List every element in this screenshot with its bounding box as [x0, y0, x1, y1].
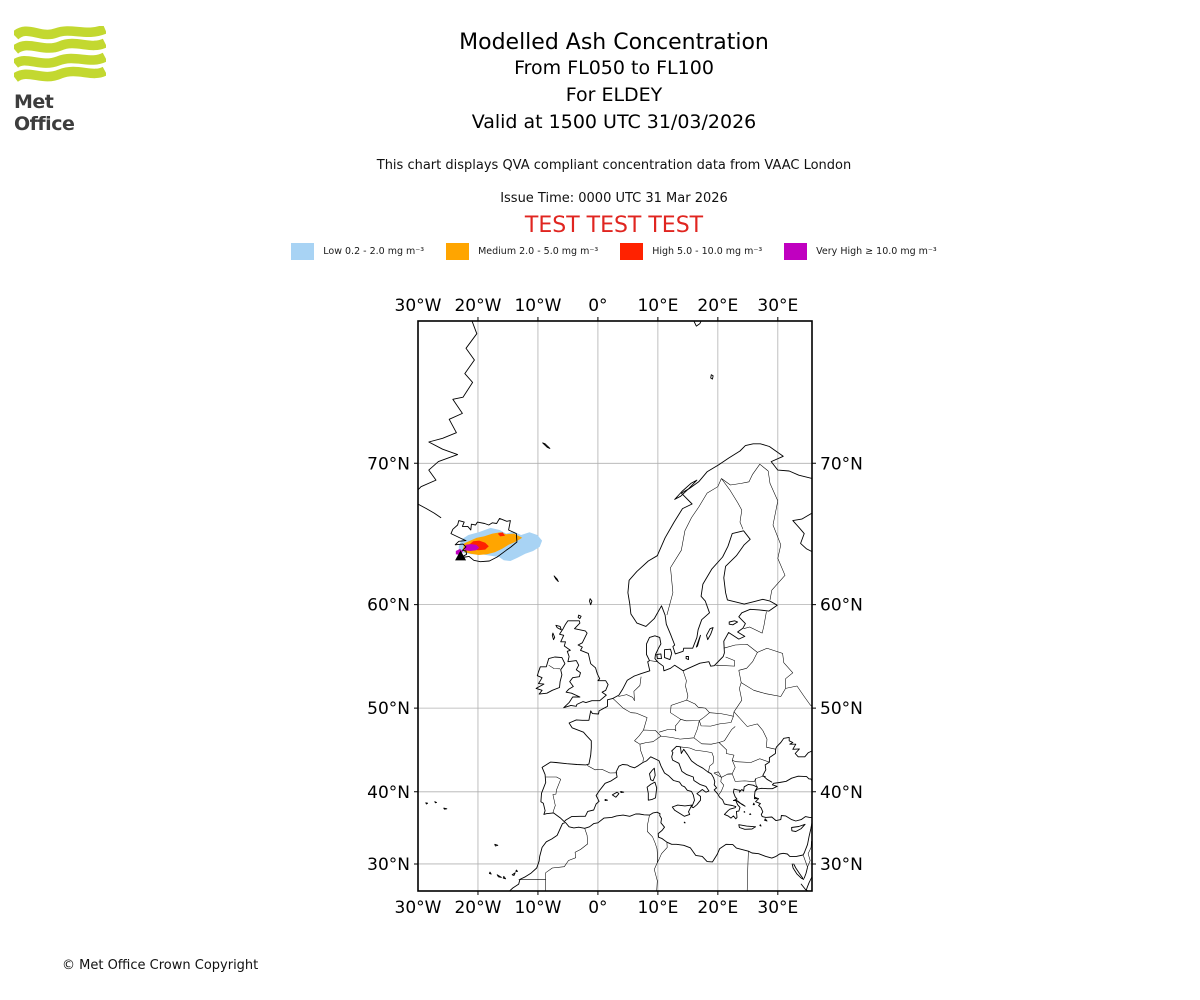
coastline-orkney — [578, 615, 581, 619]
coastline-rhodes — [765, 819, 767, 821]
lat-label-left: 40°N — [367, 782, 410, 803]
coastline-azores-1 — [426, 803, 428, 804]
lon-label-bottom: 20°E — [697, 898, 739, 918]
country-border — [808, 841, 812, 867]
country-border — [733, 670, 741, 716]
lon-label-bottom: 10°W — [514, 898, 562, 918]
coastline-cyclades-1 — [750, 814, 751, 815]
coastline-crete — [739, 825, 756, 830]
country-border — [618, 695, 634, 701]
coastline-hebrides-1 — [556, 625, 561, 630]
coastline-mallorca — [612, 792, 619, 797]
coastline-cyprus — [792, 824, 806, 831]
title-block — [14, 30, 1200, 136]
subtitle-flight-levels: From FL050 to FL100 — [514, 57, 714, 79]
coastline-greenland-ne — [415, 321, 477, 493]
coastline-azores-3 — [444, 808, 447, 809]
coastline-mainland-north — [613, 444, 812, 699]
map-layers — [415, 321, 812, 891]
coastline-bear-island — [711, 375, 713, 379]
lat-label-right: 50°N — [820, 699, 863, 720]
high-swatch-icon — [620, 243, 643, 260]
country-border — [803, 855, 807, 867]
country-border — [734, 712, 776, 750]
subtitle-volcano: For ELDEY — [565, 84, 663, 106]
coastline-lesbos — [754, 797, 756, 799]
country-border — [724, 644, 758, 652]
country-border — [741, 683, 812, 707]
coastline-gulf-of-aqaba — [804, 867, 807, 878]
coastline-anatolia — [754, 791, 812, 821]
subtitle-valid-time: Valid at 1500 UTC 31/03/2026 — [471, 111, 757, 133]
legend-item-very-high — [784, 243, 937, 260]
coastline-saaremaa — [729, 621, 737, 625]
lat-label-right: 60°N — [820, 595, 863, 616]
country-border — [756, 779, 758, 788]
coastline-ireland — [536, 657, 565, 694]
country-border — [727, 774, 765, 782]
logo-wordmark: Met Office — [14, 91, 75, 135]
lon-label-top: 10°W — [514, 296, 562, 316]
lat-label-left: 70°N — [367, 454, 410, 475]
coastline-shetland — [590, 599, 592, 605]
low-swatch-icon — [291, 243, 314, 260]
country-border — [747, 851, 748, 891]
test-banner: TEST TEST TEST — [524, 213, 704, 238]
lon-label-top: 30°E — [757, 296, 799, 316]
country-border — [768, 471, 785, 600]
coastline-black-sea-west — [763, 737, 812, 782]
coastline-karpathos — [760, 825, 761, 826]
coastline-hebrides-2 — [552, 633, 554, 640]
country-border — [659, 719, 681, 732]
country-border — [744, 612, 767, 633]
country-border — [721, 479, 743, 530]
coastline-faroe — [554, 576, 558, 582]
country-border — [546, 777, 561, 813]
coastline-greenland-se — [415, 503, 441, 518]
map-frame — [418, 321, 812, 891]
country-border — [757, 648, 792, 688]
coastline-canary-3 — [503, 876, 505, 878]
coastline-canary-2 — [497, 875, 501, 878]
country-border — [719, 743, 769, 763]
country-border — [613, 698, 647, 730]
coastline-red-sea-east — [806, 877, 812, 891]
medium-swatch-icon — [446, 243, 469, 260]
coastline-jan-mayen — [543, 443, 550, 449]
issue-time: Issue Time: 0000 UTC 31 Mar 2026 — [500, 191, 728, 206]
lat-label-left: 50°N — [367, 699, 410, 720]
coastline-sardinia — [647, 782, 657, 800]
legend-item-medium — [446, 243, 598, 260]
lat-label-right: 40°N — [820, 782, 863, 803]
country-border — [635, 730, 661, 744]
country-border — [640, 744, 644, 762]
legend-label: Very High ≥ 10.0 mg m⁻³ — [816, 246, 937, 257]
lon-label-bottom: 0° — [588, 898, 608, 918]
coastline-levant-africa — [509, 812, 812, 891]
country-border — [634, 677, 641, 701]
country-border — [694, 738, 719, 744]
legend-item-high — [620, 243, 762, 260]
lon-label-bottom: 30°W — [394, 898, 442, 918]
map-canvas — [340, 283, 880, 928]
coastline-gulf-of-suez — [792, 864, 803, 879]
legend-label: High 5.0 - 10.0 mg m⁻³ — [652, 246, 763, 257]
coastline-canary-1 — [489, 872, 491, 874]
lat-label-right: 30°N — [820, 854, 863, 875]
country-border — [549, 665, 560, 669]
country-border — [671, 700, 710, 721]
concentration-legend — [14, 243, 1200, 260]
country-border — [647, 815, 657, 853]
country-border — [709, 753, 714, 772]
lon-label-top: 30°W — [394, 296, 442, 316]
lon-label-top: 20°E — [697, 296, 739, 316]
country-border — [721, 464, 768, 485]
coastline-ibiza — [605, 799, 607, 800]
country-border — [699, 713, 733, 726]
coastline-mainland-west-south — [541, 698, 812, 821]
country-border — [657, 842, 667, 862]
coastline-chios — [753, 803, 754, 805]
country-border — [546, 828, 588, 879]
lon-label-bottom: 10°E — [637, 898, 679, 918]
country-border — [719, 727, 735, 743]
country-border — [739, 652, 758, 670]
legend-label: Medium 2.0 - 5.0 mg m⁻³ — [478, 246, 599, 257]
coastline-white-sea — [793, 513, 812, 552]
coastline-corsica — [650, 768, 656, 781]
very-high-swatch-icon — [784, 243, 807, 260]
country-border — [654, 863, 657, 891]
lat-label-left: 60°N — [367, 595, 410, 616]
lon-label-top: 0° — [588, 296, 608, 316]
lon-label-top: 20°W — [454, 296, 502, 316]
country-border — [587, 765, 617, 773]
coastline-canary-4 — [512, 873, 515, 876]
lon-label-top: 10°E — [637, 296, 679, 316]
coastline-funen — [657, 654, 662, 659]
coastline-bornholm — [686, 657, 688, 660]
legend-item-low — [291, 243, 424, 260]
coastline-gotland — [707, 628, 714, 640]
copyright-notice: © Met Office Crown Copyright — [62, 958, 259, 973]
lat-label-right: 70°N — [820, 454, 863, 475]
coastline-malta — [684, 822, 685, 823]
coastline-zealand — [665, 649, 672, 659]
lon-label-bottom: 30°E — [757, 898, 799, 918]
legend-label: Low 0.2 - 2.0 mg m⁻³ — [323, 246, 425, 257]
coastline-sicily — [672, 805, 692, 816]
coastline-great-britain — [560, 621, 609, 708]
coastline-canary-5 — [516, 870, 518, 871]
coastline-lofoten — [675, 480, 697, 499]
coastline-azores-2 — [435, 802, 437, 803]
country-border — [683, 671, 688, 700]
coastline-cyclades-2 — [744, 811, 745, 812]
lon-label-bottom: 20°W — [454, 898, 502, 918]
qva-description: This chart displays QVA compliant concentration data from VAAC London — [376, 158, 852, 173]
lat-label-left: 30°N — [367, 854, 410, 875]
page-title: Modelled Ash Concentration — [459, 30, 769, 55]
coastline-madeira — [495, 844, 498, 846]
